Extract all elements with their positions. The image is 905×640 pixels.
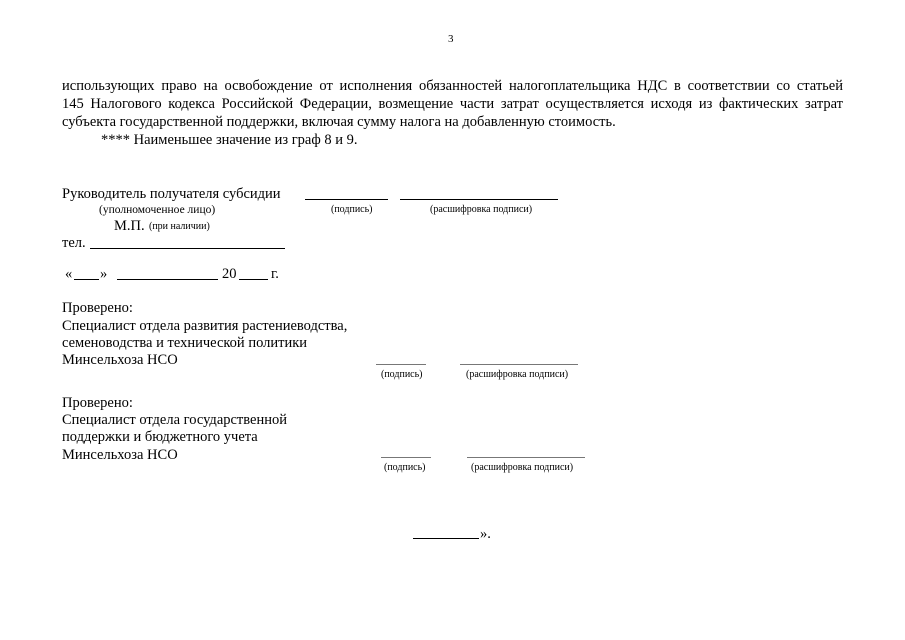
phone-line (90, 248, 285, 249)
closing-line (413, 538, 479, 539)
date-quote-close: » (100, 266, 108, 282)
check1-line-2: семеноводства и технической политики (62, 335, 308, 351)
check1-decoding-hint: (расшифровка подписи) (466, 369, 569, 380)
date-year-line (239, 279, 268, 280)
check2-signature-hint: (подпись) (384, 462, 426, 473)
footnote: **** Наименьшее значение из граф 8 и 9. (101, 132, 358, 148)
head-title: Руководитель получателя субсидии (62, 186, 281, 202)
check1-label: Проверено: (62, 300, 133, 316)
head-subtitle: (уполномоченное лицо) (99, 204, 216, 216)
check2-line-2: поддержки и бюджетного учета (62, 429, 258, 445)
check2-signature-line (381, 457, 431, 458)
date-quote-open: « (65, 266, 73, 282)
date-year-prefix: 20 (222, 266, 237, 282)
decoding-hint: (расшифровка подписи) (430, 204, 533, 215)
check1-signature-hint: (подпись) (381, 369, 423, 380)
paragraph-line-2: 145 Налогового кодекса Российской Федерации, возмещение части затрат осуществляется исходя из фактических затрат (62, 96, 843, 112)
paragraph-line-1: использующих право на освобождение от исполнения обязанностей налогоплательщика НДС в соответствии со статьей (62, 78, 843, 94)
date-year-suffix: г. (271, 266, 279, 282)
stamp-label: М.П. (114, 218, 145, 234)
phone-label: тел. (62, 235, 86, 251)
check2-decoding-hint: (расшифровка подписи) (471, 462, 574, 473)
check2-label: Проверено: (62, 395, 133, 411)
check2-decoding-line (467, 457, 585, 458)
check2-line-3: Минсельхоза НСО (62, 447, 178, 463)
closing-mark: ». (480, 526, 491, 542)
check1-line-1: Специалист отдела развития растениеводства, (62, 318, 348, 334)
check1-signature-line (376, 364, 426, 365)
date-day-line (74, 279, 99, 280)
page-number: 3 (448, 33, 454, 45)
check2-line-1: Специалист отдела государственной (62, 412, 287, 428)
stamp-note: (при наличии) (149, 221, 210, 232)
date-month-line (117, 279, 218, 280)
decoding-line (400, 199, 558, 200)
signature-line (305, 199, 388, 200)
signature-hint: (подпись) (331, 204, 373, 215)
check1-line-3: Минсельхоза НСО (62, 352, 178, 368)
paragraph-line-3: субъекта государственной поддержки, включая сумму налога на добавленную стоимость. (62, 114, 616, 130)
check1-decoding-line (460, 364, 578, 365)
